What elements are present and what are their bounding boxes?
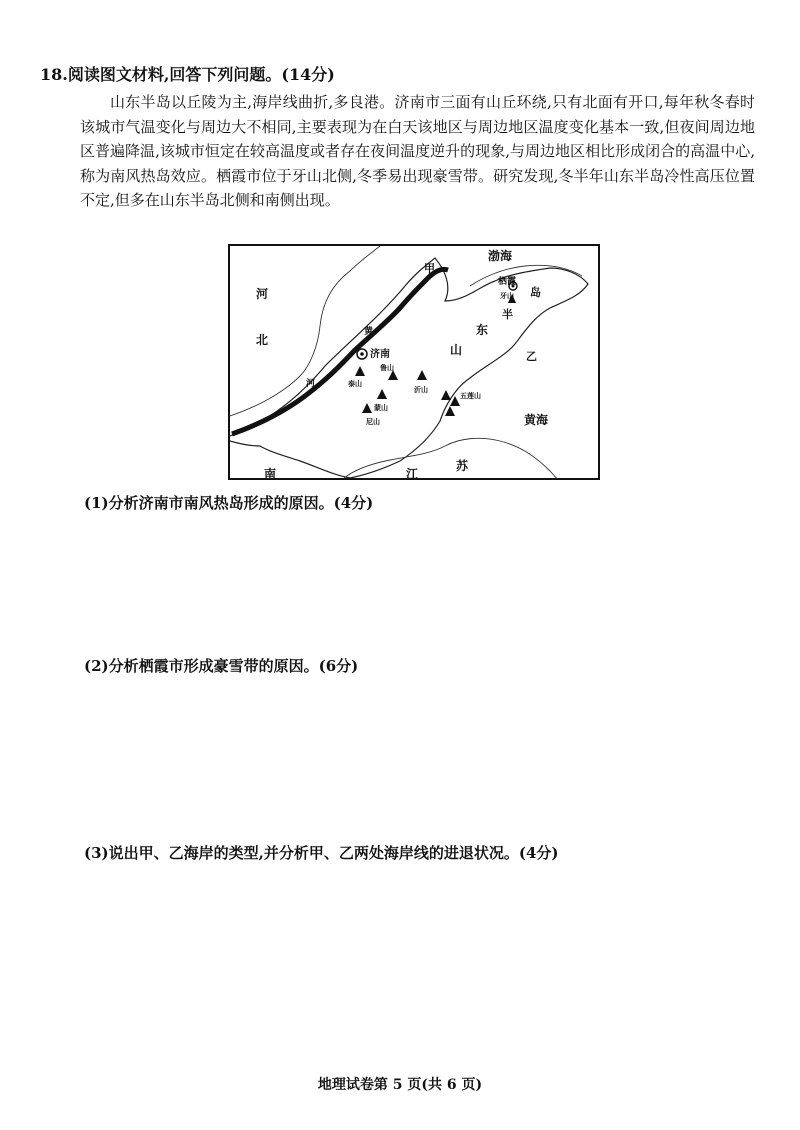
subquestion-3: (3)说出甲、乙海岸的类型,并分析甲、乙两处海岸线的进退状况。(4分): [84, 844, 559, 862]
label-bei: 北: [256, 333, 269, 347]
mengshan-mountain-icon: [377, 389, 387, 399]
wulianshan-mountain-icon-1: [441, 390, 451, 400]
label-mengshan: 蒙山: [374, 403, 388, 412]
nishan-mountain-icon: [362, 403, 372, 413]
label-wulianshan: 五莲山: [460, 391, 481, 400]
label-dong: 东: [476, 323, 489, 337]
label-lushan: 鲁山: [380, 363, 394, 372]
label-huang: 黄: [364, 327, 374, 337]
label-he2: 河: [306, 379, 316, 389]
label-jiang: 江: [406, 467, 419, 481]
label-he1: 河: [256, 287, 269, 301]
yishan-mountain-icon: [417, 370, 427, 380]
map-svg: [230, 246, 600, 480]
question-header: 18.阅读图文材料,回答下列问题。(14分): [40, 65, 335, 84]
label-dao: 岛: [530, 286, 541, 299]
subquestion-1: (1)分析济南市南风热岛形成的原因。(4分): [84, 494, 374, 512]
label-qixia: 栖霞: [498, 277, 517, 287]
material-paragraph: 山东半岛以丘陵为主,海岸线曲折,多良港。济南市三面有山丘环绕,只有北面有开口,每年秋冬春时该城市气温变化与周边大不相同,主要表现为在白天该地区与周边地区温度变化基本一致,但夜间周边地区普遍降温,该城市恒定在较高温度或者存在夜间温度逆升的现象,与周边地区相比形成闭合的高温中心,称为南风热岛效应。栖霞市位于牙山北侧,冬季易出现豪雪带。研究发现,冬半年山东半岛冷性高压位置不定,但多在山东半岛北侧和南侧出现。: [80, 93, 755, 209]
label-nan: 南: [264, 467, 277, 481]
wulianshan-mountain-icon-3: [445, 406, 455, 416]
shandong-map: [228, 244, 600, 480]
label-yashan: 牙山: [500, 291, 514, 300]
label-bohai: 渤海: [488, 249, 513, 263]
label-nishan: 尼山: [366, 417, 380, 426]
jiangsu-border: [340, 438, 560, 480]
label-huanghai: 黄海: [524, 413, 549, 427]
subquestion-2: (2)分析栖霞市形成豪雪带的原因。(6分): [84, 657, 359, 675]
label-ban: 半: [502, 308, 513, 321]
peninsula-coast: [470, 265, 582, 286]
taishan-mountain-icon: [355, 366, 365, 376]
label-taishan: 泰山: [348, 379, 362, 388]
label-su: 苏: [456, 459, 469, 473]
label-jia: 甲: [424, 262, 435, 275]
label-jinan: 济南: [370, 349, 390, 360]
label-yishan: 沂山: [414, 385, 428, 394]
page-footer: 地理试卷第 5 页(共 6 页): [317, 1077, 483, 1093]
hebei-border: [230, 246, 380, 416]
label-yi: 乙: [526, 350, 537, 363]
label-shan: 山: [450, 343, 463, 357]
